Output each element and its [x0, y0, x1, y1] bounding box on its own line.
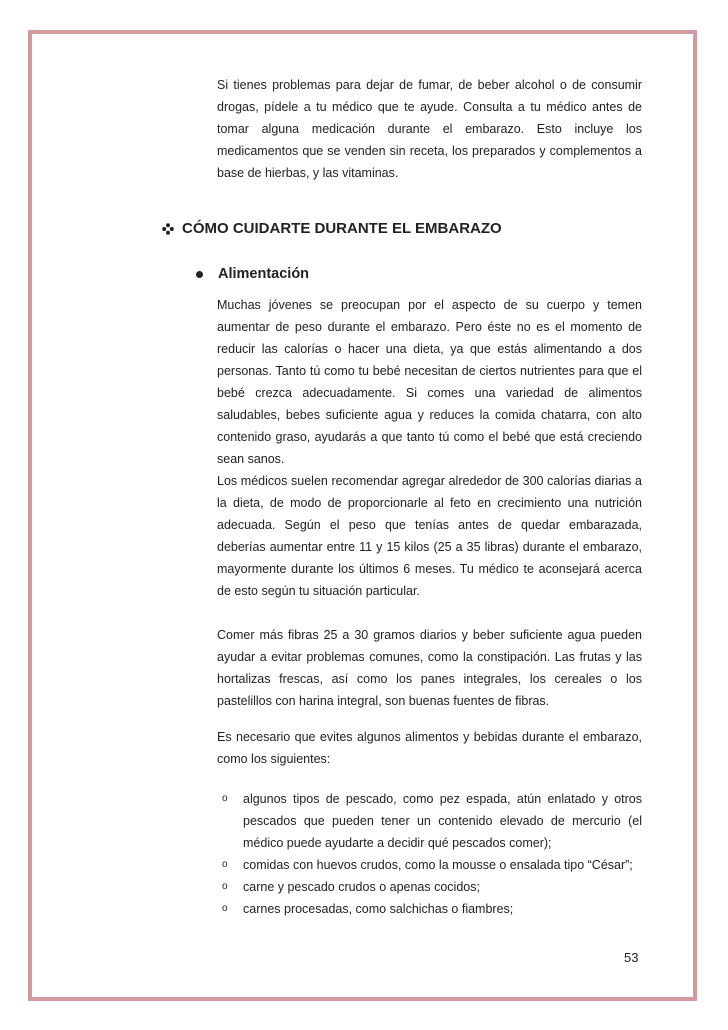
list-item-text: carne y pescado crudos o apenas cocidos;: [243, 880, 480, 894]
paragraph: Los médicos suelen recomendar agregar alrededor de 300 calorías diarias a la dieta, de modo de proporcionarle al feto en crecimiento una nutrición adecuada. Según el peso que tenías antes de quedar embarazada, deberías aumentar entre 11 y 15 kilos (25 a 35 libras) durante el embarazo, mayormente durante los últimos 6 meses. Tu médico te aconsejará acerca de esto según tu situación particular.: [217, 474, 642, 598]
list-item: [217, 788, 642, 854]
list-item-text: carnes procesadas, como salchichas o fiambres;: [243, 902, 514, 916]
list-item-text: comidas con huevos crudos, como la mousse o ensalada tipo “César”;: [243, 858, 633, 872]
paragraph: Comer más fibras 25 a 30 gramos diarios y beber suficiente agua pueden ayudar a evitar problemas comunes, como la constipación. Las frutas y las hortalizas frescas, así como los panes integrales, los cereales o los pastelillos con harina integral, son buenas fuentes de fibras.: [217, 628, 642, 708]
circle-bullet-icon: o: [222, 859, 228, 870]
page-number: 53: [624, 950, 639, 965]
bullet-dot-icon: [196, 271, 203, 278]
list-item-text: algunos tipos de pescado, como pez espada, atún enlatado y otros pescados que pueden tener un contenido elevado de mercurio (el médico puede ayudarte a decidir qué pescados comer);: [243, 792, 642, 850]
paragraph: Muchas jóvenes se preocupan por el aspecto de su cuerpo y temen aumentar de peso durante el embarazo. Pero éste no es el momento de reducir las calorías o hacer una dieta, ya que estás alimentando a dos personas. Tanto tú como tu bebé necesitan de ciertos nutrientes para que el bebé crezca adecuadamente. Si comes una variedad de alimentos saludables, bebes suficiente agua y reduces la comida chatarra, con alto contenido graso, ayudarás a que tanto tú como el bebé que está creciendo sean sanos.: [217, 298, 642, 466]
list-item: [217, 898, 642, 920]
intro-paragraph: Si tienes problemas para dejar de fumar, de beber alcohol o de consumir drogas, pídele a tu médico que te ayude. Consulta a tu médico antes de tomar alguna medicación durante el embarazo. Esto incluye los medicamentos que se venden sin receta, los preparados y complementos a base de hierbas, y las vitaminas.: [217, 78, 642, 180]
paragraph: Es necesario que evites algunos alimentos y bebidas durante el embarazo, como los siguientes:: [217, 730, 642, 766]
circle-bullet-icon: o: [222, 903, 228, 914]
circle-bullet-icon: o: [222, 881, 228, 892]
section-heading: [162, 220, 502, 237]
list-item: [217, 854, 642, 876]
subheading: [196, 266, 309, 282]
circle-bullet-icon: o: [222, 793, 228, 804]
section-heading-text: CÓMO CUIDARTE DURANTE EL EMBARAZO: [182, 220, 502, 237]
subheading-text: Alimentación: [218, 266, 310, 282]
list-item: [217, 876, 642, 898]
diamond-bullet-icon: [162, 223, 174, 235]
avoid-foods-list: [217, 788, 642, 920]
